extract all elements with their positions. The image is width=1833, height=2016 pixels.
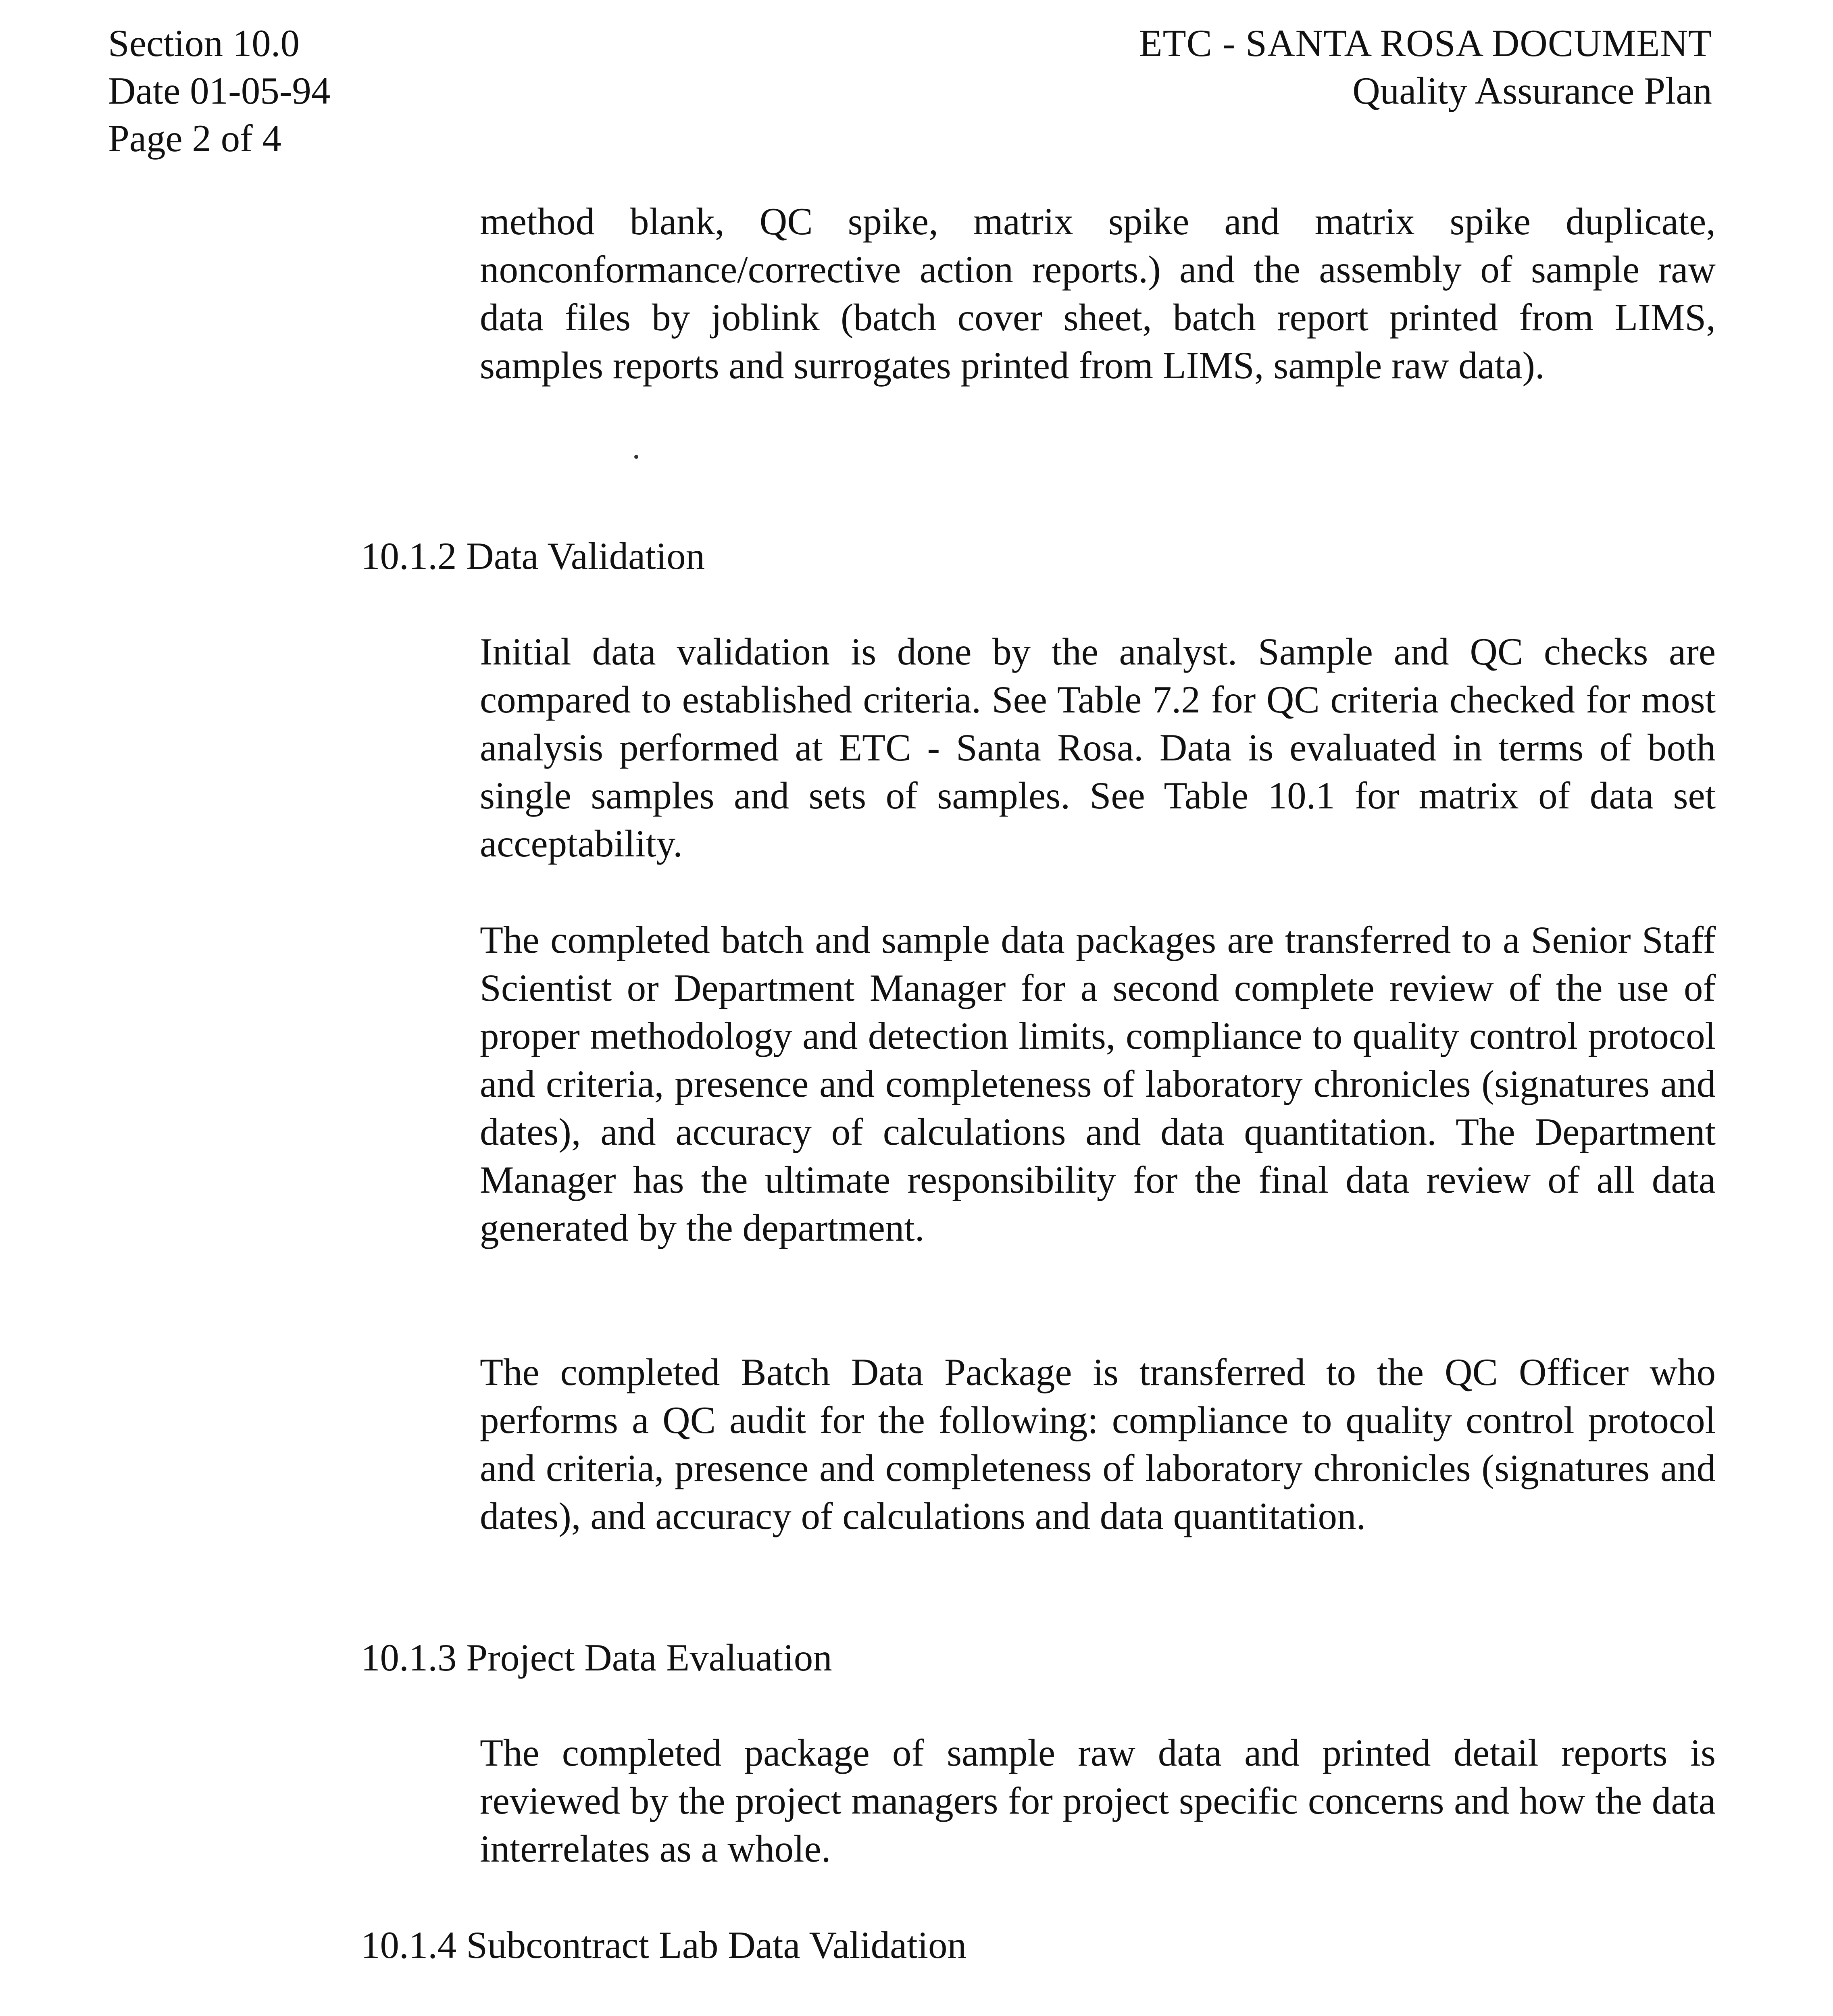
heading-10-1-2: 10.1.2 Data Validation bbox=[361, 535, 705, 577]
header-date: Date 01-05-94 bbox=[108, 69, 331, 112]
heading-10-1-3: 10.1.3 Project Data Evaluation bbox=[361, 1636, 832, 1679]
header-page: Page 2 of 4 bbox=[108, 117, 282, 160]
document-subtitle: Quality Assurance Plan bbox=[1352, 69, 1712, 112]
scan-speck bbox=[634, 455, 638, 459]
data-validation-paragraph-1: Initial data validation is done by the analyst. Sample and QC checks are compared to established criteria. See Table 7.2 for QC criteria checked for most analysis performed at ETC - Santa Rosa. Data is evaluated in terms of both single samples and sets of samples. See Table 10.1 for matrix of data set acceptability. bbox=[480, 630, 1716, 865]
intro-continued-paragraph: method blank, QC spike, matrix spike and matrix spike duplicate, nonconformance/corrective action reports.) and the assembly of sample raw data files by joblink (batch cover sheet, batch report printed from LIMS, samples reports and surrogates printed from LIMS, sample raw data). bbox=[480, 200, 1716, 387]
data-validation-paragraph-2: The completed batch and sample data packages are transferred to a Senior Staff Scientist or Department Manager for a second complete review of the use of proper methodology and detection limits, compliance to quality control protocol and criteria, presence and completeness of laboratory chronicles (signatures and dates), and accuracy of calculations and data quantitation. The Department Manager has the ultimate responsibility for the final data review of all data generated by the department. bbox=[480, 918, 1716, 1249]
header-title-block bbox=[1139, 19, 1712, 115]
header-meta bbox=[108, 19, 330, 162]
header-section: Section 10.0 bbox=[108, 22, 300, 65]
document-title: ETC - SANTA ROSA DOCUMENT bbox=[1139, 22, 1712, 65]
data-validation-paragraph-3: The completed Batch Data Package is transferred to the QC Officer who performs a QC audit for the following: compliance to quality control protocol and criteria, presence and completeness of laboratory chronicles (signatures and dates), and accuracy of calculations and data quantitation. bbox=[480, 1351, 1716, 1537]
project-data-evaluation-paragraph: The completed package of sample raw data and printed detail reports is reviewed by the project managers for project specific concerns and how the data interrelates as a whole. bbox=[480, 1731, 1716, 1870]
heading-10-1-4: 10.1.4 Subcontract Lab Data Validation bbox=[361, 1924, 967, 1966]
